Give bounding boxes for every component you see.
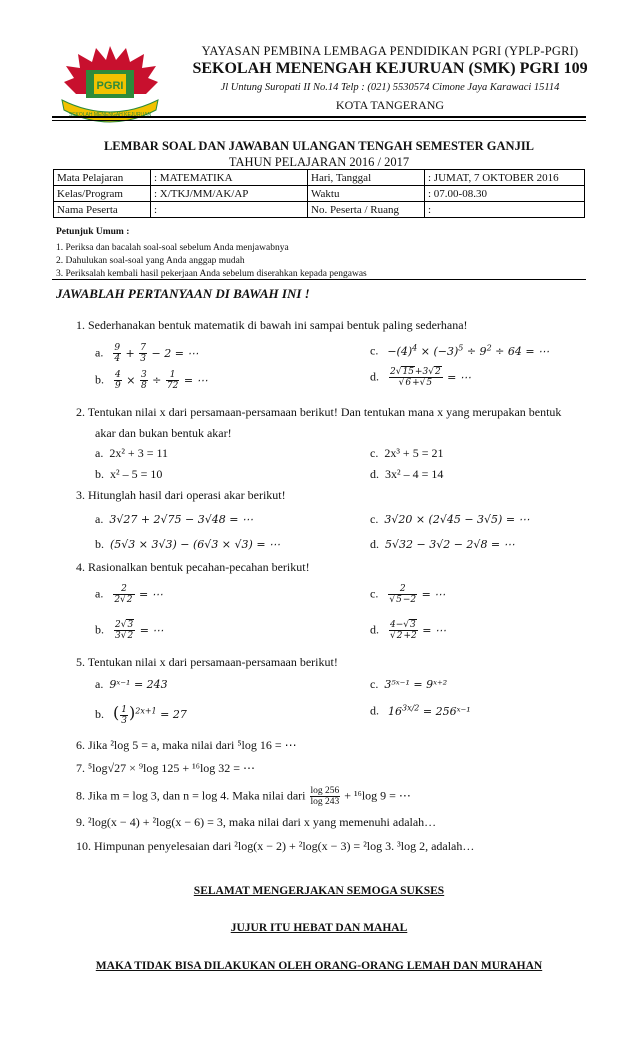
q5-b-result: = 27	[160, 708, 187, 721]
q2-c-expression: 2x³ + 5 = 21	[384, 446, 444, 460]
q1-d	[370, 367, 471, 388]
q4-d	[370, 620, 446, 641]
q5-d-base: 16	[388, 704, 402, 718]
question-1: 1. Sederhanakan bentuk matematik di bawah ini sampai bentuk paling sederhana!	[76, 318, 468, 332]
header-rule-thick	[52, 116, 586, 118]
info-label-class: Kelas/Program	[54, 186, 151, 202]
q5-b	[95, 703, 187, 726]
q4-b-expression: $\frac{2√3}{3√2}$ = ⋯	[115, 620, 164, 641]
q2-d	[370, 467, 443, 482]
q5-d	[370, 703, 471, 719]
item-label: a.	[95, 512, 104, 526]
q1-c	[370, 343, 549, 359]
q1-c-expression: $-(4)^4 \times (-3)^5 \div 9^2 \div 64$ = ⋯	[387, 343, 550, 358]
answer-instruction: JAWABLAH PERTANYAAN DI BAWAH INI !	[56, 286, 310, 301]
svg-text:SEKOLAH MENENGAH KEJURUAN: SEKOLAH MENENGAH KEJURUAN	[68, 112, 152, 118]
q4-c	[370, 584, 445, 605]
q4-d-expression: $\frac{4-√3}{√2+2}$ = ⋯	[390, 620, 446, 641]
info-value-name[interactable]: :	[151, 202, 308, 218]
q5-c	[370, 677, 447, 692]
info-label-subject: Mata Pelajaran	[54, 170, 151, 186]
document-title: LEMBAR SOAL DAN JAWABAN ULANGAN TENGAH SEMESTER GANJIL	[103, 139, 535, 153]
q4-b	[95, 620, 163, 641]
q3-a-expression: 3√27 + 2√75 − 3√48 = ⋯	[109, 513, 253, 526]
header-school-name: SEKOLAH MENENGAH KEJURUAN (SMK) PGRI 109	[192, 60, 588, 77]
q4-a-expression: $\frac{2}{2√2}$ = ⋯	[114, 584, 163, 605]
question-6: 6. Jika ²log 5 = a, maka nilai dari ⁵log 16 = ⋯	[76, 738, 297, 752]
question-3: 3. Hitunglah hasil dari operasi akar berikut!	[76, 488, 286, 502]
item-label: d.	[370, 467, 379, 481]
item-label: a.	[95, 586, 104, 601]
question-9: 9. ²log(x − 4) + ²log(x − 6) = 3, maka nilai dari x yang memenuhi adalah…	[76, 815, 437, 829]
q5-b-exponent: 2x+1	[135, 706, 157, 716]
q5-d-result: = 256ˣ⁻¹	[422, 704, 471, 718]
info-value-date: : JUMAT, 7 OKTOBER 2016	[425, 170, 585, 186]
q3-a	[95, 512, 253, 527]
item-label: b.	[95, 622, 104, 637]
q1-b-expression: $\frac{4}{9}$ × $\frac{3}{8}$ ÷ $\frac{1}{72}$ = ⋯	[115, 370, 208, 391]
item-label: a.	[95, 345, 104, 360]
question-4: 4. Rasionalkan bentuk pecahan-pecahan berikut!	[76, 560, 310, 574]
question-8-fraction	[310, 786, 341, 807]
question-8	[76, 786, 411, 807]
q2-c	[370, 446, 443, 461]
item-label: c.	[370, 586, 379, 601]
table-row	[54, 186, 585, 202]
item-label: d.	[370, 537, 379, 551]
question-8-text: 8. Jika m = log 3, dan n = log 4. Maka nilai dari	[76, 788, 306, 803]
question-7: 7. ⁵log√27 × ⁹log 125 + ¹⁶log 32 = ⋯	[76, 761, 256, 775]
item-label: c.	[370, 343, 379, 358]
item-label: b.	[95, 537, 104, 551]
q2-b-expression: x² – 5 = 10	[110, 467, 163, 481]
info-value-number[interactable]: :	[425, 202, 585, 218]
q2-a-expression: 2x² + 3 = 11	[109, 446, 169, 460]
question-5: 5. Tentukan nilai x dari persamaan-persamaan berikut!	[76, 655, 338, 669]
q3-b	[95, 537, 280, 552]
q2-b	[95, 467, 162, 482]
q2-d-expression: 3x² – 4 = 14	[385, 467, 444, 481]
q1-d-expression: $\frac{2√15+3√2}{√6+√5}$ = ⋯	[390, 367, 471, 388]
question-2-cont: akar dan bukan bentuk akar!	[95, 426, 232, 440]
fraction-numerator: log 256	[310, 786, 340, 796]
instruction-item: 1. Periksa dan bacalah soal-soal sebelum Anda menjawabnya	[56, 243, 289, 253]
table-row	[54, 170, 585, 186]
svg-text:PGRI: PGRI	[96, 80, 124, 92]
closing-line-1: SELAMAT MENGERJAKAN SEMOGA SUKSES	[193, 885, 445, 897]
document-year: TAHUN PELAJARAN 2016 / 2017	[228, 155, 410, 169]
logo-emblem	[62, 46, 158, 122]
instruction-item: 3. Periksalah kembali hasil pekerjaan Anda sebelum diserahkan kepada pengawas	[56, 269, 367, 279]
question-10: 10. Himpunan penyelesaian dari ²log(x − 2) + ²log(x − 3) = ²log 3. ³log 2, adalah…	[76, 839, 475, 853]
info-label-time: Waktu	[308, 186, 425, 202]
exam-info-table	[53, 169, 585, 218]
q4-c-expression: $\frac{2}{√5-2}$ = ⋯	[389, 584, 446, 605]
closing-line-2: JUJUR ITU HEBAT DAN MAHAL	[230, 922, 408, 934]
item-label: c.	[370, 446, 379, 460]
fraction-denominator: log 243	[310, 797, 340, 807]
info-label-date: Hari, Tanggal	[308, 170, 425, 186]
school-logo	[56, 34, 164, 134]
q3-c	[370, 512, 530, 527]
q1-b	[95, 370, 208, 391]
instructions-title: Petunjuk Umum :	[56, 227, 130, 237]
q3-b-expression: (5√3 × 3√3) − (6√3 × √3) = ⋯	[110, 538, 281, 551]
info-label-name: Nama Peserta	[54, 202, 151, 218]
question-2: 2. Tentukan nilai x dari persamaan-persamaan berikut! Dan tentukan mana x yang merupakan bentuk	[76, 405, 562, 419]
item-label: c.	[370, 677, 379, 691]
instruction-item: 2. Dahulukan soal-soal yang Anda anggap mudah	[56, 256, 245, 266]
q3-c-expression: 3√20 × (2√45 − 3√5) = ⋯	[384, 513, 530, 526]
header-rule-thin	[52, 120, 586, 121]
item-label: d.	[370, 369, 379, 384]
info-label-number: No. Peserta / Ruang	[308, 202, 425, 218]
q5-c-expression: 3⁵ˣ⁻¹ = 9ˣ⁺²	[384, 678, 448, 691]
q1-a	[95, 343, 198, 364]
item-label: a.	[95, 677, 104, 691]
q3-d	[370, 537, 515, 552]
item-label: b.	[95, 372, 104, 387]
header-city: KOTA TANGERANG	[335, 98, 445, 112]
q1-a-expression: $\frac{9}{4}$ + $\frac{7}{3}$ − 2 = ⋯	[114, 343, 199, 364]
question-8-tail: + ¹⁶log 9 = ⋯	[344, 788, 411, 803]
q5-d-exponent: 3x/2	[402, 703, 420, 712]
info-value-time: : 07.00-08.30	[425, 186, 585, 202]
info-value-subject: : MATEMATIKA	[151, 170, 308, 186]
table-row	[54, 202, 585, 218]
item-label: b.	[95, 707, 104, 721]
item-label: b.	[95, 467, 104, 481]
q5-a	[95, 677, 168, 692]
q5-d-expression	[388, 705, 471, 718]
q3-d-expression: 5√32 − 3√2 − 2√8 = ⋯	[385, 538, 515, 551]
item-label: c.	[370, 512, 379, 526]
header-address: Jl Untung Suropati II No.14 Telp : (021) 5530574 Cimone Jaya Karawaci 15114	[220, 82, 560, 93]
item-label: a.	[95, 446, 104, 460]
section-divider	[52, 279, 586, 280]
closing-line-3: MAKA TIDAK BISA DILAKUKAN OLEH ORANG-ORANG LEMAH DAN MURAHAN	[95, 960, 543, 972]
q5-b-expression: ( $\frac{1}{3}$ )$^{2x+1}$ = 27	[113, 703, 187, 726]
info-value-class: : X/TKJ/MM/AK/AP	[151, 186, 308, 202]
item-label: d.	[370, 622, 379, 637]
q2-a	[95, 446, 168, 461]
q4-a	[95, 584, 163, 605]
item-label: d.	[370, 703, 379, 718]
q5-a-expression: 9ˣ⁻¹ = 243	[109, 678, 168, 691]
header-org: YAYASAN PEMBINA LEMBAGA PENDIDIKAN PGRI (YPLP-PGRI)	[201, 44, 579, 58]
